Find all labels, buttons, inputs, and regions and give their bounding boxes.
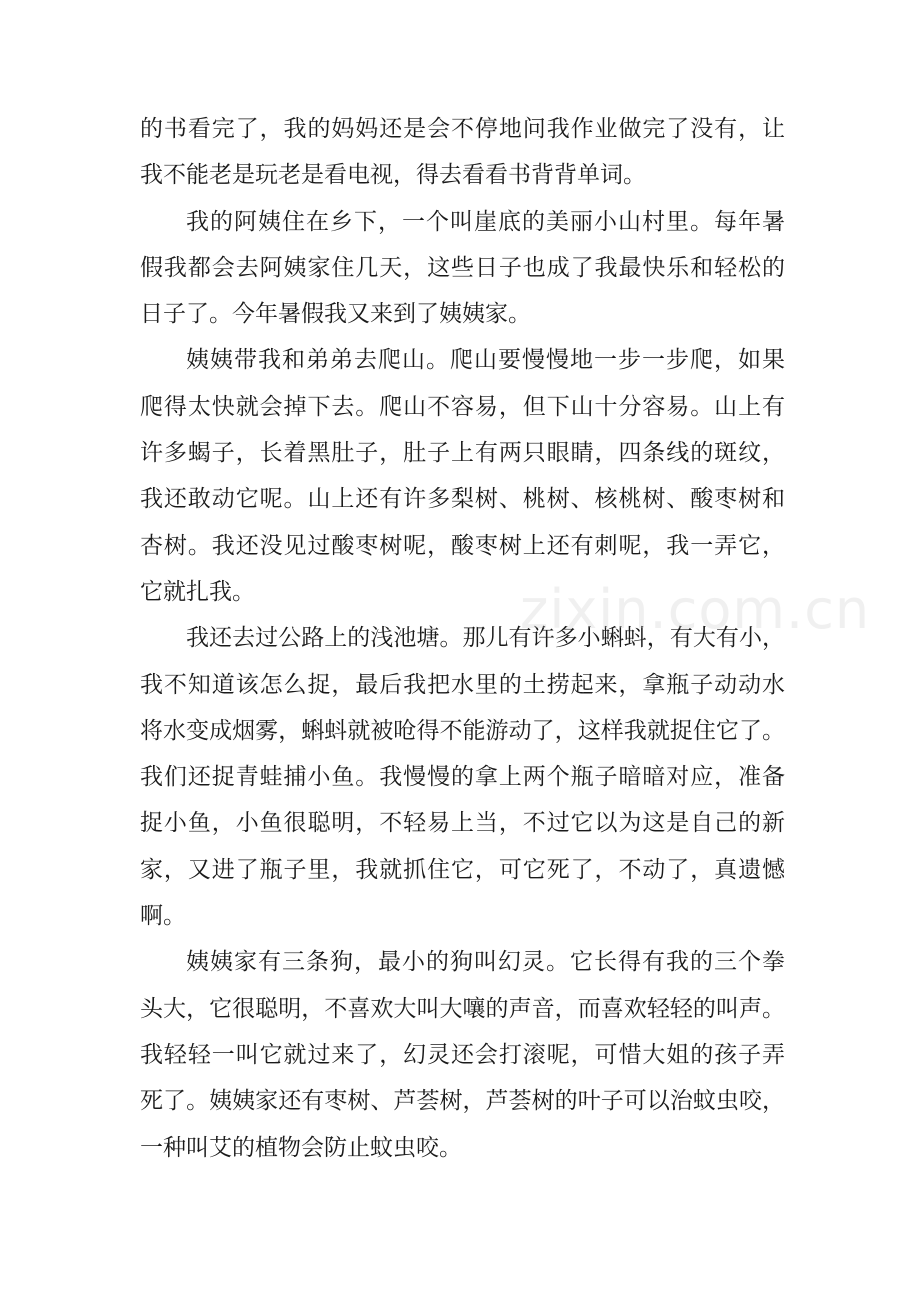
text-line: 头大，它很聪明，不喜欢大叫大嚷的声音，而喜欢轻轻的叫声。 — [140, 995, 785, 1022]
essay-body — [140, 106, 785, 1171]
text-line: 我们还捉青蛙捕小鱼。我慢慢的拿上两个瓶子暗暗对应，准备 — [140, 764, 785, 791]
paragraph-1 — [140, 106, 785, 199]
text-line: 将水变成烟雾，蝌蚪就被呛得不能游动了，这样我就捉住它了。 — [140, 717, 785, 744]
text-line: 许多蝎子，长着黑肚子，肚子上有两只眼睛，四条线的斑纹， — [140, 440, 785, 467]
text-line: 杏树。我还没见过酸枣树呢，酸枣树上还有刺呢，我一弄它， — [140, 532, 785, 559]
text-line: 一种叫艾的植物会防止蚊虫咬。 — [140, 1134, 462, 1161]
text-line: 姨姨家有三条狗，最小的狗叫幻灵。它长得有我的三个拳 — [186, 949, 785, 976]
text-line: 爬得太快就会掉下去。爬山不容易，但下山十分容易。山上有 — [140, 393, 785, 420]
text-line: 死了。姨姨家还有枣树、芦荟树，芦荟树的叶子可以治蚊虫咬， — [140, 1088, 785, 1115]
paragraph-3 — [140, 337, 785, 615]
text-line: 的书看完了，我的妈妈还是会不停地问我作业做完了没有，让 — [140, 116, 785, 142]
text-line: 我轻轻一叫它就过来了，幻灵还会打滚呢，可惜大姐的孩子弄 — [140, 1041, 785, 1068]
text-line: 家，又进了瓶子里，我就抓住它，可它死了，不动了，真遗憾 — [140, 856, 785, 883]
text-line: 我还去过公路上的浅池塘。那儿有许多小蝌蚪，有大有小， — [186, 625, 785, 652]
text-line: 啊。 — [140, 903, 186, 930]
text-line: 日子了。今年暑假我又来到了姨姨家。 — [140, 301, 531, 328]
text-line: 我的阿姨住在乡下，一个叫崖底的美丽小山村里。每年暑 — [186, 208, 785, 235]
text-line: 我不知道该怎么捉，最后我把水里的土捞起来，拿瓶子动动水 — [140, 671, 785, 698]
text-line: 捉小鱼，小鱼很聪明，不轻易上当，不过它以为这是自己的新 — [140, 810, 785, 837]
text-line: 我不能老是玩老是看电视，得去看看书背背单词。 — [140, 162, 646, 189]
watermark: zixin.com.cn — [520, 578, 871, 641]
paragraph-5 — [140, 939, 785, 1170]
paragraph-4 — [140, 615, 785, 939]
text-line: 假我都会去阿姨家住几天，这些日子也成了我最快乐和轻松的 — [140, 254, 785, 281]
text-line: 我还敢动它呢。山上还有许多梨树、桃树、核桃树、酸枣树和 — [140, 486, 785, 513]
paragraph-2 — [140, 199, 785, 338]
text-line: 姨姨带我和弟弟去爬山。爬山要慢慢地一步一步爬，如果 — [186, 347, 785, 374]
text-line: 它就扎我。 — [140, 578, 255, 605]
